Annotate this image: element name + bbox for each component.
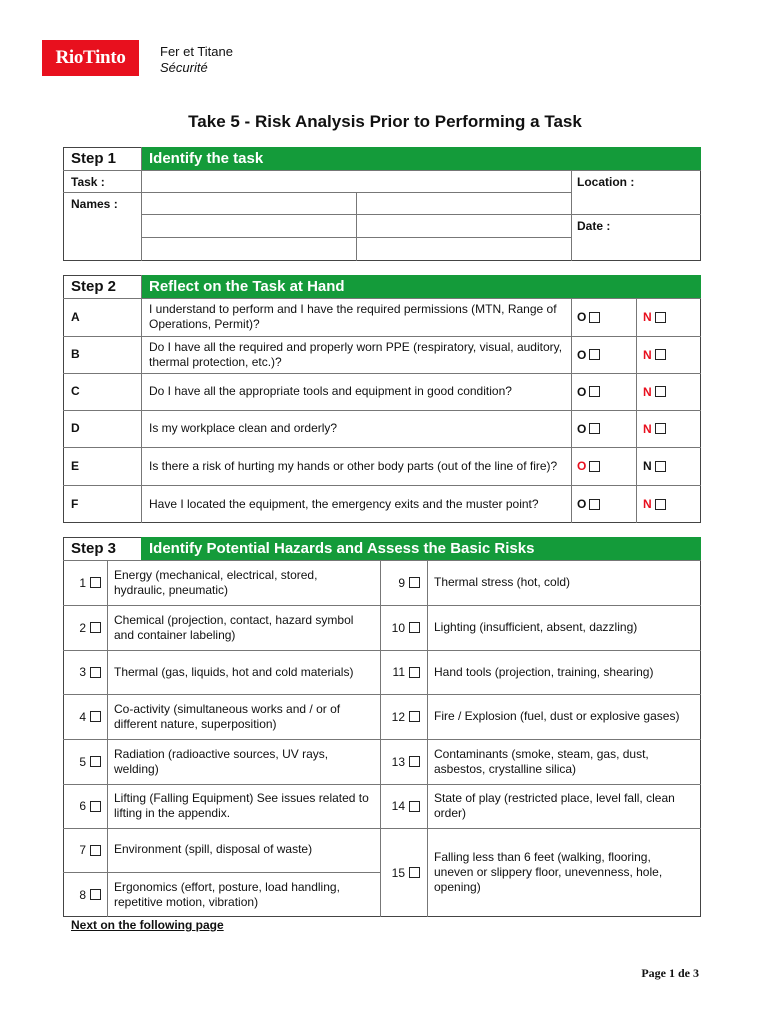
location-field[interactable]	[572, 192, 700, 214]
task-field[interactable]	[142, 171, 570, 192]
checkbox[interactable]	[90, 711, 101, 722]
hazard-num-13[interactable]	[380, 739, 420, 784]
question-text-d: Is my workplace clean and orderly?	[149, 421, 338, 435]
checkbox[interactable]	[655, 312, 666, 323]
hazard-number: 10	[391, 620, 405, 635]
hazard-num-9[interactable]	[380, 560, 420, 605]
hazard-number: 14	[391, 799, 405, 813]
hazard-text-12: Fire / Explosion (fuel, dust or explosive gases)	[434, 709, 680, 723]
checkbox[interactable]	[589, 349, 600, 360]
hazard-number: 7	[79, 843, 86, 857]
hazard-text-7: Environment (spill, disposal of waste)	[114, 842, 313, 856]
hazard-text-4: Co-activity (simultaneous works and / or of different nature, superposition)	[114, 701, 341, 731]
yes-letter: O	[577, 497, 587, 511]
hazard-text-6: Lifting (Falling Equipment) See issues related to lifting in the appendix.	[114, 791, 369, 820]
checkbox[interactable]	[589, 386, 600, 397]
question-letter-a: A	[71, 309, 80, 324]
answer-yes-e[interactable]	[577, 447, 600, 485]
hazard-num-7[interactable]	[63, 828, 101, 872]
checkbox[interactable]	[90, 577, 101, 588]
hazard-num-5[interactable]	[63, 739, 101, 784]
answer-yes-d[interactable]	[577, 410, 600, 447]
question-letter-c: C	[71, 384, 80, 398]
checkbox[interactable]	[589, 423, 600, 434]
yes-letter: O	[577, 459, 587, 473]
page-title: Take 5 - Risk Analysis Prior to Performing a Task	[188, 112, 582, 131]
answer-no-b[interactable]	[643, 336, 666, 373]
hazard-number: 12	[391, 709, 405, 724]
checkbox[interactable]	[90, 667, 101, 678]
checkbox[interactable]	[90, 889, 101, 900]
hazard-num-2[interactable]	[63, 605, 101, 650]
question-text-e: Is there a risk of hurting my hands or other body parts (out of the line of fire)?	[149, 458, 558, 473]
hazard-text-15: Falling less than 6 feet (walking, flooring, uneven or slippery floor, unevenness, hole, opening)	[434, 850, 663, 894]
header-line-1: Fer et Titane	[160, 44, 233, 59]
hazard-num-11[interactable]	[380, 650, 420, 694]
date-field[interactable]	[572, 238, 700, 260]
hazard-num-15[interactable]	[380, 828, 420, 917]
checkbox[interactable]	[409, 867, 420, 878]
checkbox[interactable]	[655, 499, 666, 510]
step3-label: Step 3	[71, 540, 117, 557]
yes-letter: O	[577, 347, 587, 362]
checkbox[interactable]	[409, 577, 420, 588]
hazard-number: 15	[391, 865, 405, 880]
names-field-5[interactable]	[142, 238, 355, 260]
checkbox[interactable]	[409, 667, 420, 678]
checkbox[interactable]	[409, 711, 420, 722]
answer-no-f[interactable]	[643, 485, 666, 523]
names-field-4[interactable]	[357, 215, 570, 237]
names-field-2[interactable]	[357, 193, 570, 214]
hazard-num-3[interactable]	[63, 650, 101, 694]
hazard-text-14: State of play (restricted place, level fall, clean order)	[434, 791, 675, 820]
hazard-number: 6	[79, 799, 86, 813]
hazard-text-13: Contaminants (smoke, steam, gas, dust, asbestos, crystalline silica)	[434, 746, 649, 776]
yes-letter: O	[577, 384, 587, 399]
question-text-a: I understand to perform and I have the required permissions (MTN, Range of Operations, Permit)?	[149, 302, 557, 331]
answer-yes-f[interactable]	[577, 485, 600, 523]
checkbox[interactable]	[409, 801, 420, 812]
question-letter-e: E	[71, 458, 80, 473]
step3-heading: Identify Potential Hazards and Assess the Basic Risks	[141, 537, 701, 560]
step1-heading: Identify the task	[141, 147, 701, 170]
question-letter-d: D	[71, 421, 80, 435]
hazard-num-10[interactable]	[380, 605, 420, 650]
hazard-number: 5	[79, 754, 86, 769]
hazard-number: 2	[79, 620, 86, 635]
checkbox[interactable]	[655, 349, 666, 360]
checkbox[interactable]	[589, 499, 600, 510]
answer-no-a[interactable]	[643, 298, 666, 336]
step1-label: Step 1	[71, 150, 117, 167]
header-line-2: Sécurité	[160, 60, 208, 75]
question-text-b: Do I have all the required and properly worn PPE (respiratory, visual, auditory, thermal protection, etc.)?	[149, 339, 563, 369]
no-letter: N	[643, 497, 652, 511]
checkbox[interactable]	[90, 801, 101, 812]
question-letter-f: F	[71, 496, 79, 511]
checkbox[interactable]	[409, 756, 420, 767]
next-page-note: Next on the following page	[71, 918, 224, 932]
checkbox[interactable]	[589, 312, 600, 323]
hazard-num-6[interactable]	[63, 784, 101, 828]
checkbox[interactable]	[655, 423, 666, 434]
no-letter: N	[643, 347, 652, 362]
page-number: Page 1 de 3	[641, 966, 699, 980]
names-label: Names :	[71, 197, 118, 211]
hazard-text-1: Energy (mechanical, electrical, stored, hydraulic, pneumatic)	[114, 567, 318, 597]
names-field-3[interactable]	[142, 215, 355, 237]
names-field-6[interactable]	[357, 238, 570, 260]
hazard-num-8[interactable]	[63, 872, 101, 917]
question-text-f: Have I located the equipment, the emergency exits and the muster point?	[149, 496, 539, 511]
answer-no-d[interactable]	[643, 410, 666, 447]
hazard-number: 1	[79, 575, 86, 590]
yes-letter: O	[577, 310, 587, 324]
checkbox[interactable]	[409, 622, 420, 633]
hazard-number: 11	[392, 665, 405, 679]
no-letter: N	[643, 421, 652, 436]
hazard-text-11: Hand tools (projection, training, shearing)	[434, 664, 654, 679]
answer-no-c[interactable]	[643, 373, 666, 410]
hazard-num-14[interactable]	[380, 784, 420, 828]
hazard-number: 9	[398, 575, 405, 590]
hazard-text-5: Radiation (radioactive sources, UV rays, welding)	[114, 746, 329, 776]
checkbox[interactable]	[90, 622, 101, 633]
checkbox[interactable]	[589, 461, 600, 472]
checkbox[interactable]	[90, 756, 101, 767]
hazard-number: 8	[79, 887, 86, 902]
hazard-num-4[interactable]	[63, 694, 101, 739]
step2-label: Step 2	[71, 278, 117, 295]
task-label: Task :	[71, 175, 105, 189]
location-label: Location :	[577, 175, 635, 189]
hazard-num-12[interactable]	[380, 694, 420, 739]
hazard-text-8: Ergonomics (effort, posture, load handling, repetitive motion, vibration)	[114, 879, 340, 909]
rio-tinto-logo: RioTinto	[42, 40, 139, 76]
hazard-number: 13	[391, 754, 405, 769]
checkbox[interactable]	[655, 461, 666, 472]
hazard-number: 4	[79, 709, 86, 724]
hazard-text-10: Lighting (insufficient, absent, dazzling)	[434, 620, 638, 634]
names-field-1[interactable]	[142, 193, 355, 214]
hazard-text-2: Chemical (projection, contact, hazard symbol and container labeling)	[114, 612, 354, 642]
answer-no-e[interactable]	[643, 447, 666, 485]
no-letter: N	[643, 459, 652, 473]
hazard-text-3: Thermal (gas, liquids, hot and cold materials)	[114, 664, 354, 679]
answer-yes-b[interactable]	[577, 336, 600, 373]
hazard-text-9: Thermal stress (hot, cold)	[434, 575, 571, 589]
hazard-num-1[interactable]	[63, 560, 101, 605]
yes-letter: O	[577, 421, 587, 436]
step2-heading: Reflect on the Task at Hand	[141, 275, 701, 298]
checkbox[interactable]	[655, 386, 666, 397]
no-letter: N	[643, 384, 652, 399]
answer-yes-a[interactable]	[577, 298, 600, 336]
question-text-c: Do I have all the appropriate tools and equipment in good condition?	[149, 384, 512, 398]
date-label: Date :	[577, 219, 611, 233]
answer-yes-c[interactable]	[577, 373, 600, 410]
no-letter: N	[643, 310, 652, 324]
checkbox[interactable]	[90, 845, 101, 856]
hazard-number: 3	[79, 665, 86, 679]
question-letter-b: B	[71, 347, 80, 361]
